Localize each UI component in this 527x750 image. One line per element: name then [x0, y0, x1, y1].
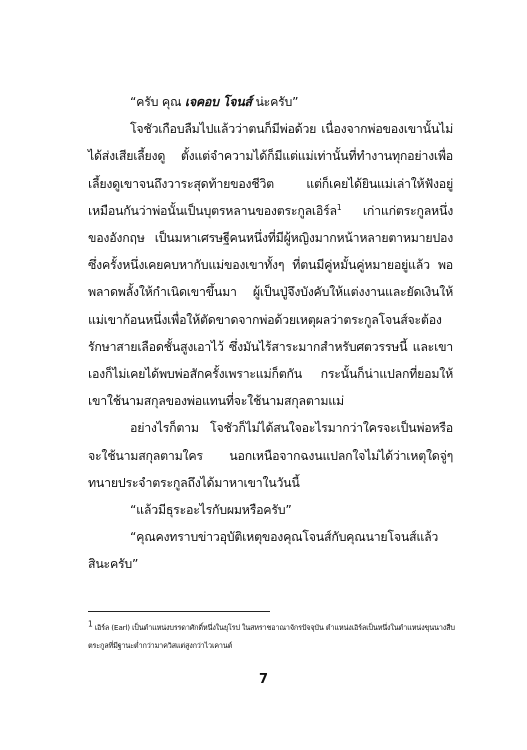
footnote-reference[interactable]: 1	[336, 202, 342, 212]
paragraph-dialogue-3: “คุณคงทราบข่าวอุบัติเหตุของคุณโจนส์กับคุณนายโจนส์แล้วสินะครับ”	[88, 529, 439, 572]
paragraph-dialogue-2: “แล้วมีธุระอะไรกับผมหรือครับ”	[130, 502, 292, 518]
page-number: 7	[258, 672, 269, 687]
footnote-entry	[88, 619, 463, 655]
footnote-divider	[88, 611, 270, 612]
narration-1-part-a: โจชัวเกือบลืมไปแล้วว่าตนก็มีพ่อด้วย เนื่องจากพ่อของเขานั้นไม่ได้ส่งเสียเลี้ยงดู ตั้งแต่จำความได้ก็มีแต่แม่เท่านั้นที่ทำงานทุกอย่างเพื่อเลี้ยงดูเขาจนถึงวาระสุดท้ายของชีวิต แต่ก็เคยได้ยินแม่เล่าให้ฟังอยู่เหมือนกันว่าพ่อนั้นเป็นบุตรหลานของตระกูลเอิร์ล	[88, 121, 453, 218]
footnote-text: เอิร์ล (Earl) เป็นตำแหน่งบรรดาศักดิ์หนึ่งในยุโรป ในสหราชอาณาจักรปัจจุบัน ตำแหน่งเอิร์ลเป็นหนึ่งในตำแหน่งขุนนางสืบตระกูลที่มีฐานะต่ำกว่ามาควิสแต่สูงกว่าไวเคานต์	[88, 623, 455, 650]
paragraph-narration-1	[88, 115, 453, 414]
footnote	[88, 619, 463, 655]
paragraph-narration-2: อย่างไรก็ตาม โจชัวก็ไม่ได้สนใจอะไรมากว่าใครจะเป็นพ่อหรือจะใช้นามสกุลตามใคร นอกเหนือจากฉงนแปลกใจไม่ได้ว่าเหตุใดจู่ๆ ทนายประจำตระกูลถึงได้มาหาเขาในวันนี้	[88, 420, 453, 490]
narration-1-part-b: เก่าแก่ตระกูลหนึ่งของอังกฤษ เป็นมหาเศรษฐีคนหนึ่งที่มีผู้หญิงมากหน้าหลายตาหมายปองซึ่งครั้งหนึ่งเคยคบหากับแม่ของเขาทั้งๆ ที่ตนมีคู่หมั้นคู่หมายอยู่แล้ว พอพลาดพลั้งให้กำเนิดเขาขึ้นมา ผู้เป็นปู่จึงบังคับให้แต่งงานและยัดเงินให้แม่เขาก้อนหนึ่งเพื่อให้ตัดขาดจากพ่อด้วยเหตุผลว่าตระกูลโจนส์จะต้องรักษาสายเลือดชั้นสูงเอาไว้ ซึ่งมันไร้สาระมากสำหรับศตวรรษนี้ และเขาเองก็ไม่เคยได้พบพ่อสักครั้งเพราะแม่ก็ตกัน กระนั้นก็น่าแปลกที่ยอมให้เขาใช้นามสกุลของพ่อแทนที่จะใช้นามสกุลตามแม่	[88, 202, 453, 409]
footnote-number: 1	[88, 619, 93, 629]
body-text	[88, 88, 453, 578]
name-emphasis: เจคอบ โจนส์	[184, 94, 252, 109]
dialogue-1-end: น่ะครับ”	[251, 94, 299, 109]
paragraph-dialogue-1	[88, 88, 453, 115]
dialogue-1-start: “ครับ คุณ	[130, 94, 185, 109]
